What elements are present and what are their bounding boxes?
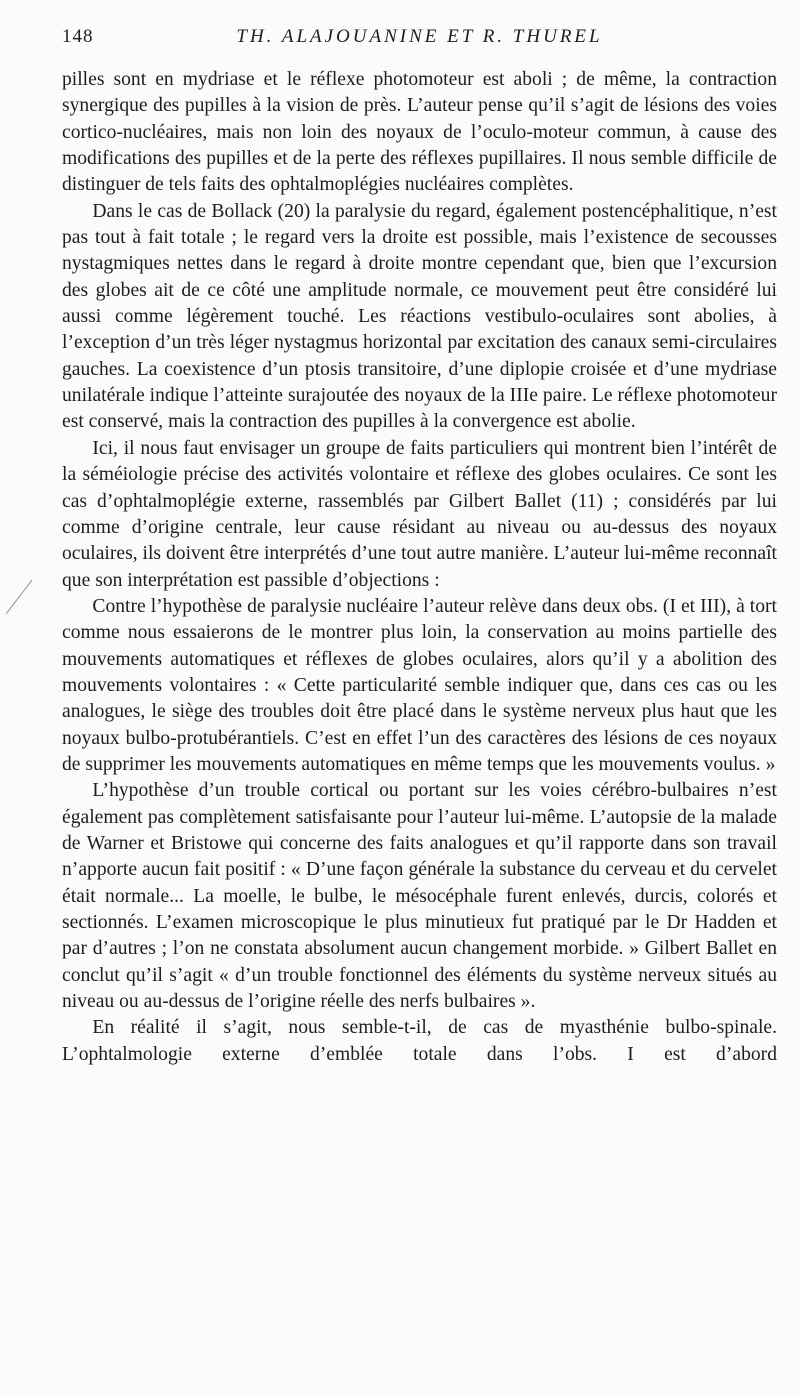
paragraph: L’hypothèse d’un trouble cortical ou portant sur les voies cérébro-bulbaires n’est également pas complètement satisfaisante pour l’auteur lui-même. L’autopsie de la malade de Warner et Bristowe qui concerne des faits analogues et qu’il rapporte dans son travail n’apporte aucun fait positif : « D’une façon générale la substance du cerveau et du cervelet était normale... La moelle, le bulbe, le mésocéphale furent enlevés, durcis, colorés et sectionnés. L’examen microscopique le plus minutieux fut pratiqué par le Dr Hadden et par d’autres ; l’on ne constata absolument aucun changement morbide. » Gilbert Ballet en conclut qu’il s’agit « d’un trouble fonctionnel des éléments du système nerveux situés au niveau ou au-dessus de l’origine réelle des nerfs bulbaires ».	[62, 780, 777, 1013]
paragraph: Contre l’hypothèse de paralysie nucléaire l’auteur relève dans deux obs. (I et III), à tort comme nous essaierons de le montrer plus loin, la conservation au moins partielle des mouvements automatiques et réflexes de globes oculaires, alors qu’il y a abolition des mouvements volontaires : « Cette particularité semble indiquer que, dans ces cas ou les analogues, le siège des troubles doit être placé dans le système nerveux plus haut que les noyaux bulbo-protubérantiels. C’est en effet l’un des caractères des lésions de ces noyaux de supprimer les mouvements automatiques en même temps que les mouvements voulus. »	[62, 595, 777, 775]
paragraph: pilles sont en mydriase et le réflexe photomoteur est aboli ; de même, la contraction synergique des pupilles à la vision de près. L’auteur pense qu’il s’agit de lésions des voies cortico-nucléaires, mais non loin des noyaux de l’oculo-moteur commun, à cause des modifications des pupilles et de la perte des réflexes pupillaires. Il nous semble difficile de distinguer de tels faits des ophtalmoplégies nucléaires complètes.	[62, 69, 777, 196]
page-header	[62, 26, 777, 60]
page-number: 148	[62, 26, 94, 47]
margin-pencil-mark	[4, 578, 34, 618]
paragraph: En réalité il s’agit, nous semble-t-il, de cas de myasthénie bulbo-spinale. L’ophtalmologie externe d’emblée totale dans l’obs. I est d’abord	[62, 1017, 777, 1065]
running-title: TH. ALAJOUANINE ET R. THUREL	[236, 26, 603, 47]
paragraph: Ici, il nous faut envisager un groupe de faits particuliers qui montrent bien l’intérêt de la séméiologie précise des activités volontaire et réflexe des globes oculaires. Ce sont les cas d’ophtalmoplégie externe, rassemblés par Gilbert Ballet (11) ; considérés par lui comme d’origine centrale, leur cause résidant au niveau ou au-dessus des noyaux oculaires, ils doivent être interprétés d’une tout autre manière. L’auteur lui-même reconnaît que son interprétation est passible d’objections :	[62, 437, 777, 591]
paragraph: Dans le cas de Bollack (20) la paralysie du regard, également postencéphalitique, n’est pas tout à fait totale ; le regard vers la droite est possible, mais l’existence de secousses nystagmiques nettes dans le regard à droite montre cependant que, bien que l’excursion des globes ait de ce côté une amplitude normale, ce mouvement peut être considéré lui aussi comme légèrement touché. Les réactions vestibulo-oculaires sont abolies, à l’exception d’un très léger nystagmus horizontal par excitation des canaux semi-circulaires gauches. La coexistence d’un ptosis transitoire, d’une diplopie croisée et d’une mydriase unilatérale indique l’atteinte surajoutée des noyaux de la IIIe paire. Le réflexe photomoteur est conservé, mais la contraction des pupilles à la convergence est abolie.	[62, 200, 777, 433]
body-text	[62, 67, 777, 1068]
